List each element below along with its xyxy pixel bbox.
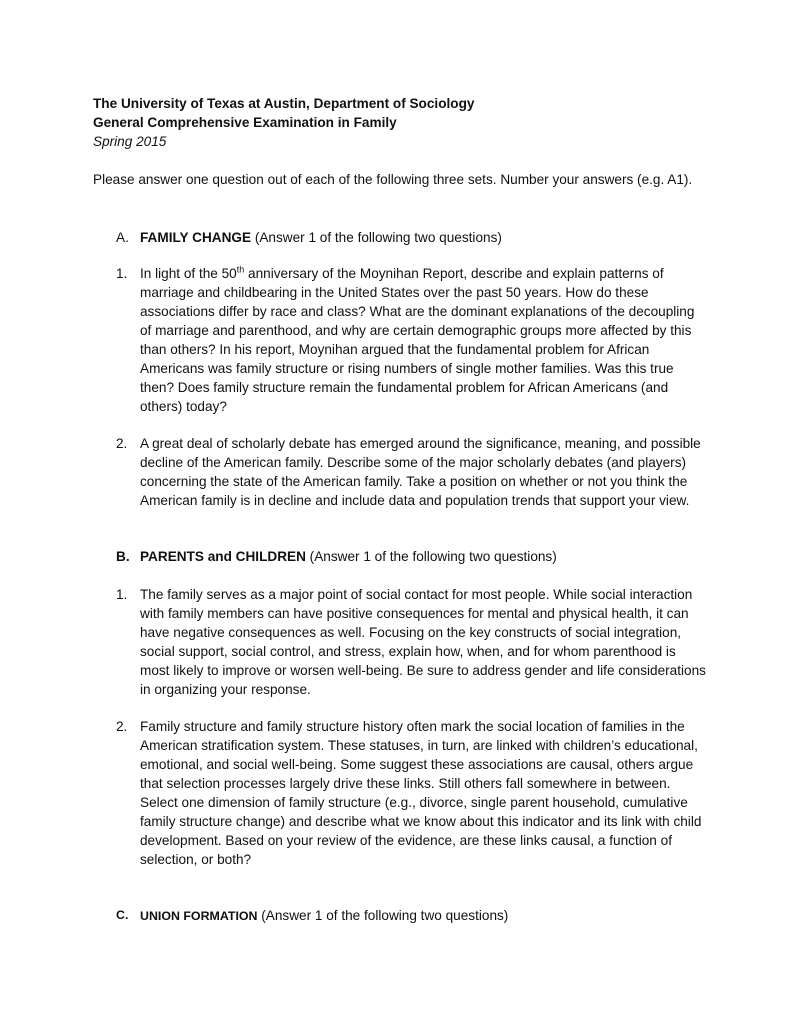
institution-title: The University of Texas at Austin, Department of Sociology bbox=[93, 96, 475, 111]
question-a1-text bbox=[140, 264, 706, 416]
section-c-title: UNION FORMATION bbox=[140, 909, 258, 923]
section-c-note: (Answer 1 of the following two questions) bbox=[257, 908, 509, 923]
section-a-heading-body bbox=[140, 228, 502, 247]
section-c-marker: C. bbox=[116, 908, 129, 922]
question-b2-number: 2. bbox=[116, 719, 128, 734]
section-c-heading-body bbox=[140, 906, 508, 926]
section-a-marker: A. bbox=[116, 230, 129, 245]
section-b-note: (Answer 1 of the following two questions) bbox=[305, 549, 557, 564]
section-a-note: (Answer 1 of the following two questions) bbox=[251, 230, 502, 245]
section-b-heading-body bbox=[140, 547, 557, 566]
exam-term: Spring 2015 bbox=[93, 134, 167, 149]
exam-title: General Comprehensive Examination in Family bbox=[93, 115, 397, 130]
question-b1-number: 1. bbox=[116, 587, 128, 602]
question-a1-text-start: In light of the 50 bbox=[140, 266, 237, 281]
section-b-marker: B. bbox=[116, 549, 130, 564]
instructions-paragraph: Please answer one question out of each of the following three sets. Number your answers (e.g. A1). bbox=[93, 172, 693, 187]
question-a2-number: 2. bbox=[116, 436, 128, 451]
question-a1-text-rest: anniversary of the Moynihan Report, describe and explain patterns of marriage and childbearing in the United States over the past 50 years. How do these associations differ by race and class? What are the dominant explanations of the decoupling of marriage and parenthood, and why are certain demographic groups more affected by this than others? In his report, Moynihan argued that the fundamental problem for African Americans was family structure or rising numbers of single mother families. Was this true then? Does family structure remain the fundamental problem for African Americans (and others) today? bbox=[140, 266, 695, 414]
question-a2-text: A great deal of scholarly debate has emerged around the significance, meaning, and possible decline of the American family. Describe some of the major scholarly debates (and players) concerning the state of the American family. Take a position on whether or not you think the American family is in decline and include data and population trends that support your view. bbox=[140, 436, 701, 508]
section-a-title: FAMILY CHANGE bbox=[140, 230, 252, 245]
document-header bbox=[93, 94, 713, 151]
question-a1-number: 1. bbox=[116, 266, 128, 281]
question-b2-text: Family structure and family structure history often mark the social location of families in the American stratification system. These statuses, in turn, are linked with children’s educational, emotional, and social well-being. Some suggest these associations are causal, others argue that selection processes largely drive these links. Still others fall somewhere in between. Select one dimension of family structure (e.g., divorce, single parent household, cumulative family structure change) and describe what we know about this indicator and its link with child development. Based on your review of the evidence, are these links causal, a function of selection, or both? bbox=[140, 719, 702, 867]
section-b-title: PARENTS and CHILDREN bbox=[140, 549, 306, 564]
question-b1-text: The family serves as a major point of social contact for most people. While social interaction with family members can have positive consequences for mental and physical health, it can have negative consequences as well. Focusing on the key constructs of social integration, social support, social control, and stress, explain how, when, and for whom parenthood is most likely to improve or worsen well-being. Be sure to address gender and life considerations in organizing your response. bbox=[140, 587, 706, 697]
ordinal-superscript: th bbox=[236, 264, 245, 275]
